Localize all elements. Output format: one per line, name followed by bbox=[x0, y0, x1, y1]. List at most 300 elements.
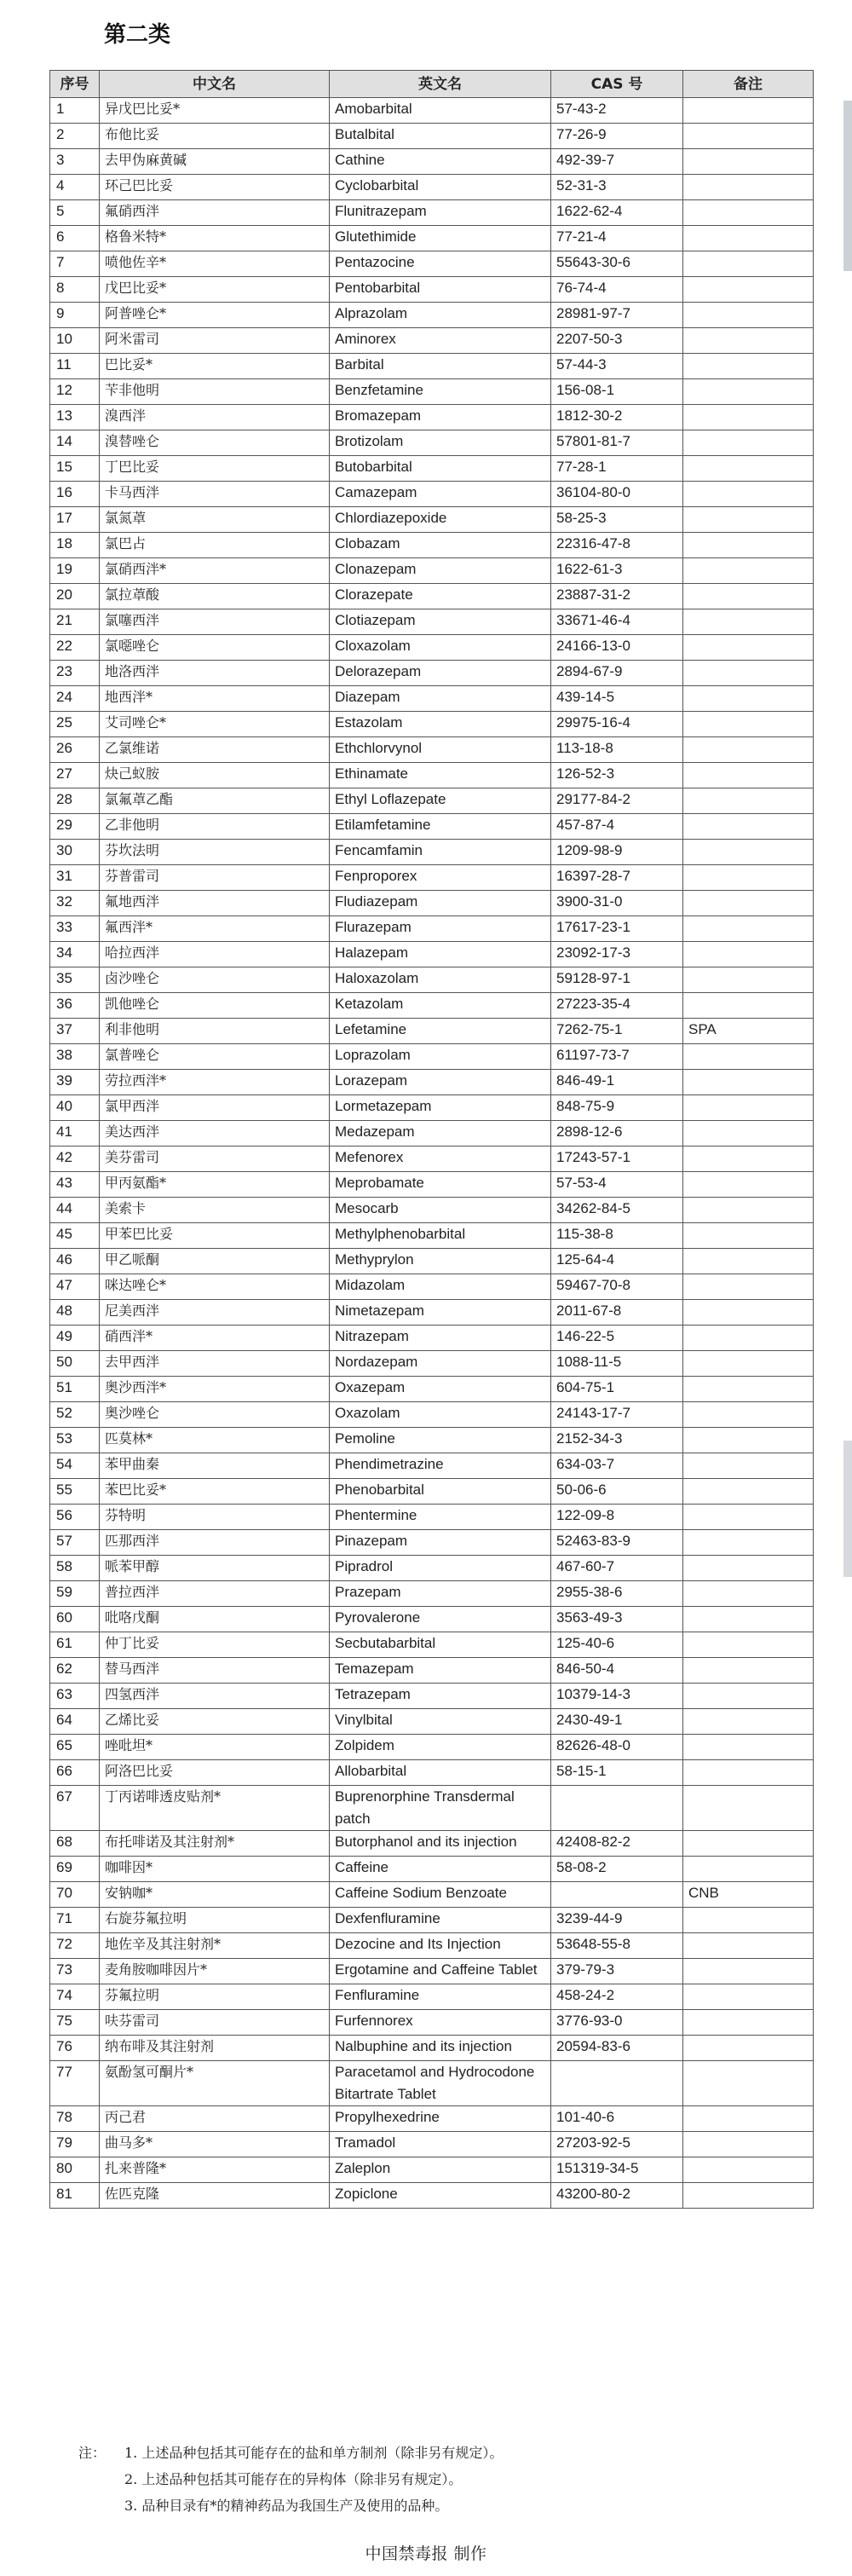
note-row bbox=[78, 2440, 503, 2466]
table-row bbox=[50, 993, 814, 1019]
cell-remarks bbox=[683, 251, 814, 277]
cell-cas: 36104-80-0 bbox=[551, 482, 683, 507]
cell-remarks bbox=[683, 942, 814, 967]
cell-remarks bbox=[683, 661, 814, 686]
cell-cas: 77-28-1 bbox=[551, 456, 683, 482]
cell-english-name: Buprenorphine Transdermal patch bbox=[330, 1786, 551, 1831]
cell-english-name: Clonazepam bbox=[330, 558, 551, 584]
cell-chinese-name: 环己巴比妥 bbox=[100, 175, 330, 200]
cell-number: 20 bbox=[50, 584, 100, 609]
cell-cas: 3563-49-3 bbox=[551, 1607, 683, 1632]
cell-number: 37 bbox=[50, 1019, 100, 1044]
cell-chinese-name: 去甲西泮 bbox=[100, 1351, 330, 1377]
cell-number: 55 bbox=[50, 1479, 100, 1505]
cell-english-name: Clotiazepam bbox=[330, 609, 551, 635]
table-row bbox=[50, 277, 814, 303]
table-row bbox=[50, 1984, 814, 2010]
cell-cas: 27203-92-5 bbox=[551, 2132, 683, 2157]
cell-number: 29 bbox=[50, 814, 100, 840]
cell-english-name: Secbutabarbital bbox=[330, 1632, 551, 1658]
cell-remarks bbox=[683, 1172, 814, 1198]
cell-cas: 379-79-3 bbox=[551, 1959, 683, 1984]
table-row bbox=[50, 814, 814, 840]
table-row bbox=[50, 1249, 814, 1274]
cell-cas: 125-64-4 bbox=[551, 1249, 683, 1274]
cell-chinese-name: 阿米雷司 bbox=[100, 328, 330, 354]
notes bbox=[78, 2440, 503, 2519]
cell-cas: 1812-30-2 bbox=[551, 405, 683, 430]
cell-remarks bbox=[683, 328, 814, 354]
cell-number: 34 bbox=[50, 942, 100, 967]
cell-number: 27 bbox=[50, 763, 100, 788]
cell-cas: 3776-93-0 bbox=[551, 2010, 683, 2036]
table-row bbox=[50, 1632, 814, 1658]
table-row bbox=[50, 1377, 814, 1402]
cell-cas: 17243-57-1 bbox=[551, 1146, 683, 1172]
cell-remarks bbox=[683, 226, 814, 251]
cell-number: 38 bbox=[50, 1044, 100, 1070]
cell-chinese-name: 芬特明 bbox=[100, 1505, 330, 1530]
cell-english-name: Temazepam bbox=[330, 1658, 551, 1684]
cell-number: 23 bbox=[50, 661, 100, 686]
cell-cas: 57-53-4 bbox=[551, 1172, 683, 1198]
cell-cas: 7262-75-1 bbox=[551, 1019, 683, 1044]
cell-english-name: Meprobamate bbox=[330, 1172, 551, 1198]
cell-remarks bbox=[683, 2183, 814, 2209]
cell-number: 79 bbox=[50, 2132, 100, 2157]
note-row bbox=[78, 2492, 503, 2519]
cell-remarks bbox=[683, 1505, 814, 1530]
cell-chinese-name: 地佐辛及其注射剂* bbox=[100, 1933, 330, 1959]
cell-number: 30 bbox=[50, 840, 100, 865]
cell-chinese-name: 扎来普隆* bbox=[100, 2157, 330, 2183]
table-row bbox=[50, 1581, 814, 1607]
cell-cas: 24143-17-7 bbox=[551, 1402, 683, 1428]
table-row bbox=[50, 2157, 814, 2183]
cell-number: 17 bbox=[50, 507, 100, 533]
cell-remarks bbox=[683, 482, 814, 507]
cell-number: 11 bbox=[50, 354, 100, 379]
cell-number: 74 bbox=[50, 1984, 100, 2010]
table-row bbox=[50, 2106, 814, 2132]
cell-remarks bbox=[683, 1760, 814, 1786]
cell-english-name: Zolpidem bbox=[330, 1735, 551, 1760]
table-row bbox=[50, 1198, 814, 1223]
cell-cas: 28981-97-7 bbox=[551, 303, 683, 328]
table-row bbox=[50, 533, 814, 558]
table-row bbox=[50, 1831, 814, 1857]
table-row bbox=[50, 1505, 814, 1530]
cell-cas: 17617-23-1 bbox=[551, 916, 683, 942]
cell-remarks bbox=[683, 916, 814, 942]
cell-english-name: Nimetazepam bbox=[330, 1300, 551, 1326]
cell-english-name: Butorphanol and its injection bbox=[330, 1831, 551, 1857]
cell-english-name: Phentermine bbox=[330, 1505, 551, 1530]
cell-chinese-name: 溴替唑仑 bbox=[100, 430, 330, 456]
cell-english-name: Methylphenobarbital bbox=[330, 1223, 551, 1249]
table-row bbox=[50, 891, 814, 916]
cell-chinese-name: 氟地西泮 bbox=[100, 891, 330, 916]
cell-english-name: Delorazepam bbox=[330, 661, 551, 686]
cell-cas: 125-40-6 bbox=[551, 1632, 683, 1658]
cell-remarks bbox=[683, 430, 814, 456]
cell-number: 58 bbox=[50, 1556, 100, 1581]
cell-remarks bbox=[683, 405, 814, 430]
cell-chinese-name: 利非他明 bbox=[100, 1019, 330, 1044]
section-title: 第二类 bbox=[104, 22, 171, 48]
cell-cas: 76-74-4 bbox=[551, 277, 683, 303]
cell-remarks bbox=[683, 2157, 814, 2183]
table-row bbox=[50, 942, 814, 967]
cell-english-name: Caffeine Sodium Benzoate bbox=[330, 1882, 551, 1908]
table-row bbox=[50, 1172, 814, 1198]
cell-chinese-name: 氯噻西泮 bbox=[100, 609, 330, 635]
cell-remarks bbox=[683, 635, 814, 661]
table-row bbox=[50, 763, 814, 788]
cell-cas: 58-08-2 bbox=[551, 1857, 683, 1882]
table-row bbox=[50, 1146, 814, 1172]
cell-chinese-name: 芬坎法明 bbox=[100, 840, 330, 865]
table-row bbox=[50, 200, 814, 226]
cell-english-name: Fenfluramine bbox=[330, 1984, 551, 2010]
cell-chinese-name: 丙己君 bbox=[100, 2106, 330, 2132]
table-row bbox=[50, 2036, 814, 2061]
table-row bbox=[50, 1908, 814, 1933]
table-row bbox=[50, 1607, 814, 1632]
table-row bbox=[50, 1882, 814, 1908]
cell-english-name: Pemoline bbox=[330, 1428, 551, 1453]
cell-cas: 439-14-5 bbox=[551, 686, 683, 712]
cell-remarks bbox=[683, 1121, 814, 1146]
cell-remarks bbox=[683, 1402, 814, 1428]
cell-english-name: Flunitrazepam bbox=[330, 200, 551, 226]
cell-number: 8 bbox=[50, 277, 100, 303]
cell-cas: 146-22-5 bbox=[551, 1326, 683, 1351]
table-row bbox=[50, 1684, 814, 1709]
cell-number: 71 bbox=[50, 1908, 100, 1933]
table-row bbox=[50, 1658, 814, 1684]
column-header-remarks: 备注 bbox=[683, 71, 814, 98]
cell-cas: 458-24-2 bbox=[551, 1984, 683, 2010]
cell-english-name: Bromazepam bbox=[330, 405, 551, 430]
cell-chinese-name: 氯氟䓬乙酯 bbox=[100, 788, 330, 814]
cell-chinese-name: 氯硝西泮* bbox=[100, 558, 330, 584]
table-row bbox=[50, 1121, 814, 1146]
cell-english-name: Ethinamate bbox=[330, 763, 551, 788]
table-row bbox=[50, 149, 814, 175]
cell-cas: 59128-97-1 bbox=[551, 967, 683, 993]
cell-chinese-name: 劳拉西泮* bbox=[100, 1070, 330, 1095]
cell-chinese-name: 美索卡 bbox=[100, 1198, 330, 1223]
cell-remarks bbox=[683, 124, 814, 149]
cell-number: 32 bbox=[50, 891, 100, 916]
cell-english-name: Paracetamol and Hydrocodone Bitartrate Tablet bbox=[330, 2061, 551, 2106]
cell-chinese-name: 佐匹克隆 bbox=[100, 2183, 330, 2209]
cell-number: 6 bbox=[50, 226, 100, 251]
table-row bbox=[50, 2132, 814, 2157]
cell-number: 56 bbox=[50, 1505, 100, 1530]
cell-remarks bbox=[683, 2010, 814, 2036]
cell-english-name: Glutethimide bbox=[330, 226, 551, 251]
cell-cas: 846-50-4 bbox=[551, 1658, 683, 1684]
cell-number: 61 bbox=[50, 1632, 100, 1658]
cell-chinese-name: 甲乙哌酮 bbox=[100, 1249, 330, 1274]
cell-number: 21 bbox=[50, 609, 100, 635]
cell-cas: 2894-67-9 bbox=[551, 661, 683, 686]
cell-english-name: Pyrovalerone bbox=[330, 1607, 551, 1632]
cell-english-name: Oxazolam bbox=[330, 1402, 551, 1428]
cell-remarks bbox=[683, 865, 814, 891]
note-item: 3. 品种目录有*的精神药品为我国生产及使用的品种。 bbox=[124, 2498, 449, 2514]
table-row bbox=[50, 1095, 814, 1121]
cell-remarks bbox=[683, 584, 814, 609]
cell-remarks bbox=[683, 1044, 814, 1070]
cell-chinese-name: 麦角胺咖啡因片* bbox=[100, 1959, 330, 1984]
cell-english-name: Loprazolam bbox=[330, 1044, 551, 1070]
cell-remarks bbox=[683, 2132, 814, 2157]
cell-remarks bbox=[683, 1684, 814, 1709]
cell-cas: 457-87-4 bbox=[551, 814, 683, 840]
cell-chinese-name: 尼美西泮 bbox=[100, 1300, 330, 1326]
column-header-cas: CAS 号 bbox=[551, 71, 683, 98]
cell-chinese-name: 氯巴占 bbox=[100, 533, 330, 558]
cell-remarks bbox=[683, 1556, 814, 1581]
table-row bbox=[50, 1070, 814, 1095]
cell-english-name: Barbital bbox=[330, 354, 551, 379]
cell-remarks bbox=[683, 1428, 814, 1453]
table-row bbox=[50, 1274, 814, 1300]
cell-number: 2 bbox=[50, 124, 100, 149]
cell-english-name: Brotizolam bbox=[330, 430, 551, 456]
cell-chinese-name: 阿普唑仑* bbox=[100, 303, 330, 328]
table-row bbox=[50, 1402, 814, 1428]
cell-english-name: Prazepam bbox=[330, 1581, 551, 1607]
cell-cas: 122-09-8 bbox=[551, 1505, 683, 1530]
table-row bbox=[50, 124, 814, 149]
cell-remarks bbox=[683, 1607, 814, 1632]
cell-number: 43 bbox=[50, 1172, 100, 1198]
cell-english-name: Clobazam bbox=[330, 533, 551, 558]
cell-number: 67 bbox=[50, 1786, 100, 1831]
cell-english-name: Furfennorex bbox=[330, 2010, 551, 2036]
cell-chinese-name: 地西泮* bbox=[100, 686, 330, 712]
cell-cas: 20594-83-6 bbox=[551, 2036, 683, 2061]
cell-number: 14 bbox=[50, 430, 100, 456]
cell-remarks bbox=[683, 1479, 814, 1505]
cell-cas: 61197-73-7 bbox=[551, 1044, 683, 1070]
cell-cas: 156-08-1 bbox=[551, 379, 683, 405]
cell-english-name: Mesocarb bbox=[330, 1198, 551, 1223]
table-row bbox=[50, 1326, 814, 1351]
note-row bbox=[78, 2466, 503, 2492]
cell-remarks bbox=[683, 1146, 814, 1172]
cell-remarks bbox=[683, 1326, 814, 1351]
table-row bbox=[50, 1556, 814, 1581]
cell-cas: 2430-49-1 bbox=[551, 1709, 683, 1735]
cell-remarks bbox=[683, 277, 814, 303]
cell-cas: 53648-55-8 bbox=[551, 1933, 683, 1959]
cell-chinese-name: 奥沙西泮* bbox=[100, 1377, 330, 1402]
cell-chinese-name: 芬氟拉明 bbox=[100, 1984, 330, 2010]
cell-chinese-name: 氨酚氢可酮片* bbox=[100, 2061, 330, 2106]
cell-remarks bbox=[683, 354, 814, 379]
cell-chinese-name: 丁丙诺啡透皮贴剂* bbox=[100, 1786, 330, 1831]
cell-chinese-name: 咖啡因* bbox=[100, 1857, 330, 1882]
cell-english-name: Nitrazepam bbox=[330, 1326, 551, 1351]
table-row bbox=[50, 98, 814, 124]
table-row bbox=[50, 328, 814, 354]
table-row bbox=[50, 1933, 814, 1959]
cell-remarks bbox=[683, 1453, 814, 1479]
cell-cas: 16397-28-7 bbox=[551, 865, 683, 891]
cell-english-name: Flurazepam bbox=[330, 916, 551, 942]
cell-chinese-name: 氯氮䓬 bbox=[100, 507, 330, 533]
cell-cas: 101-40-6 bbox=[551, 2106, 683, 2132]
cell-cas: 33671-46-4 bbox=[551, 609, 683, 635]
cell-cas: 77-26-9 bbox=[551, 124, 683, 149]
cell-number: 10 bbox=[50, 328, 100, 354]
cell-number: 12 bbox=[50, 379, 100, 405]
cell-chinese-name: 苄非他明 bbox=[100, 379, 330, 405]
cell-cas: 43200-80-2 bbox=[551, 2183, 683, 2209]
cell-number: 59 bbox=[50, 1581, 100, 1607]
cell-remarks bbox=[683, 1709, 814, 1735]
cell-number: 77 bbox=[50, 2061, 100, 2106]
cell-remarks bbox=[683, 1658, 814, 1684]
cell-remarks bbox=[683, 1070, 814, 1095]
cell-number: 44 bbox=[50, 1198, 100, 1223]
cell-remarks bbox=[683, 200, 814, 226]
cell-english-name: Phenobarbital bbox=[330, 1479, 551, 1505]
cell-english-name: Butobarbital bbox=[330, 456, 551, 482]
cell-english-name: Fenproporex bbox=[330, 865, 551, 891]
table-row bbox=[50, 1223, 814, 1249]
cell-cas: 2152-34-3 bbox=[551, 1428, 683, 1453]
cell-english-name: Alprazolam bbox=[330, 303, 551, 328]
cell-remarks bbox=[683, 1933, 814, 1959]
cell-number: 19 bbox=[50, 558, 100, 584]
cell-chinese-name: 匹莫林* bbox=[100, 1428, 330, 1453]
table-row bbox=[50, 1300, 814, 1326]
cell-chinese-name: 阿洛巴比妥 bbox=[100, 1760, 330, 1786]
cell-english-name: Vinylbital bbox=[330, 1709, 551, 1735]
cell-chinese-name: 凯他唑仑 bbox=[100, 993, 330, 1019]
cell-english-name: Midazolam bbox=[330, 1274, 551, 1300]
cell-english-name: Nalbuphine and its injection bbox=[330, 2036, 551, 2061]
cell-english-name: Amobarbital bbox=[330, 98, 551, 124]
cell-number: 15 bbox=[50, 456, 100, 482]
cell-cas: 1622-61-3 bbox=[551, 558, 683, 584]
cell-english-name: Medazepam bbox=[330, 1121, 551, 1146]
cell-cas: 848-75-9 bbox=[551, 1095, 683, 1121]
cell-number: 62 bbox=[50, 1658, 100, 1684]
note-item: 1. 上述品种包括其可能存在的盐和单方制剂（除非另有规定）。 bbox=[124, 2445, 504, 2461]
cell-english-name: Halazepam bbox=[330, 942, 551, 967]
cell-english-name: Pipradrol bbox=[330, 1556, 551, 1581]
cell-number: 22 bbox=[50, 635, 100, 661]
cell-number: 73 bbox=[50, 1959, 100, 1984]
cell-remarks: CNB bbox=[683, 1882, 814, 1908]
cell-number: 9 bbox=[50, 303, 100, 328]
cell-english-name: Methyprylon bbox=[330, 1249, 551, 1274]
table-row bbox=[50, 1044, 814, 1070]
table-row bbox=[50, 1351, 814, 1377]
cell-chinese-name: 唑吡坦* bbox=[100, 1735, 330, 1760]
column-header-chinese-name: 中文名 bbox=[100, 71, 330, 98]
cell-cas: 113-18-8 bbox=[551, 737, 683, 763]
cell-english-name: Cyclobarbital bbox=[330, 175, 551, 200]
edge-decoration bbox=[843, 101, 852, 271]
cell-english-name: Pentazocine bbox=[330, 251, 551, 277]
cell-english-name: Lefetamine bbox=[330, 1019, 551, 1044]
cell-english-name: Fencamfamin bbox=[330, 840, 551, 865]
cell-cas: 50-06-6 bbox=[551, 1479, 683, 1505]
cell-number: 72 bbox=[50, 1933, 100, 1959]
cell-number: 25 bbox=[50, 712, 100, 737]
cell-number: 13 bbox=[50, 405, 100, 430]
cell-number: 3 bbox=[50, 149, 100, 175]
cell-cas: 23887-31-2 bbox=[551, 584, 683, 609]
cell-number: 4 bbox=[50, 175, 100, 200]
cell-number: 81 bbox=[50, 2183, 100, 2209]
cell-number: 36 bbox=[50, 993, 100, 1019]
cell-chinese-name: 哈拉西泮 bbox=[100, 942, 330, 967]
cell-chinese-name: 四氢西泮 bbox=[100, 1684, 330, 1709]
table-row bbox=[50, 482, 814, 507]
cell-number: 26 bbox=[50, 737, 100, 763]
table-row bbox=[50, 430, 814, 456]
cell-remarks bbox=[683, 98, 814, 124]
cell-english-name: Phendimetrazine bbox=[330, 1453, 551, 1479]
table-row bbox=[50, 354, 814, 379]
table-header-row bbox=[50, 71, 814, 98]
table-row bbox=[50, 840, 814, 865]
cell-remarks bbox=[683, 788, 814, 814]
cell-remarks bbox=[683, 149, 814, 175]
cell-cas: 59467-70-8 bbox=[551, 1274, 683, 1300]
cell-cas: 1088-11-5 bbox=[551, 1351, 683, 1377]
table-row bbox=[50, 405, 814, 430]
cell-number: 51 bbox=[50, 1377, 100, 1402]
cell-cas: 42408-82-2 bbox=[551, 1831, 683, 1857]
table-row bbox=[50, 251, 814, 277]
cell-cas: 2898-12-6 bbox=[551, 1121, 683, 1146]
cell-cas: 115-38-8 bbox=[551, 1223, 683, 1249]
cell-cas: 2955-38-6 bbox=[551, 1581, 683, 1607]
cell-number: 31 bbox=[50, 865, 100, 891]
cell-chinese-name: 普拉西泮 bbox=[100, 1581, 330, 1607]
cell-remarks bbox=[683, 379, 814, 405]
table-row bbox=[50, 584, 814, 609]
table-row bbox=[50, 456, 814, 482]
cell-english-name: Lormetazepam bbox=[330, 1095, 551, 1121]
cell-chinese-name: 氯噁唑仑 bbox=[100, 635, 330, 661]
cell-cas: 82626-48-0 bbox=[551, 1735, 683, 1760]
cell-number: 47 bbox=[50, 1274, 100, 1300]
cell-cas: 52-31-3 bbox=[551, 175, 683, 200]
cell-number: 78 bbox=[50, 2106, 100, 2132]
table-row bbox=[50, 686, 814, 712]
cell-cas: 1209-98-9 bbox=[551, 840, 683, 865]
drug-table bbox=[49, 70, 814, 2209]
cell-number: 41 bbox=[50, 1121, 100, 1146]
cell-cas: 57-44-3 bbox=[551, 354, 683, 379]
cell-english-name: Mefenorex bbox=[330, 1146, 551, 1172]
cell-remarks bbox=[683, 507, 814, 533]
table-row bbox=[50, 1019, 814, 1044]
cell-chinese-name: 芬普雷司 bbox=[100, 865, 330, 891]
cell-number: 63 bbox=[50, 1684, 100, 1709]
